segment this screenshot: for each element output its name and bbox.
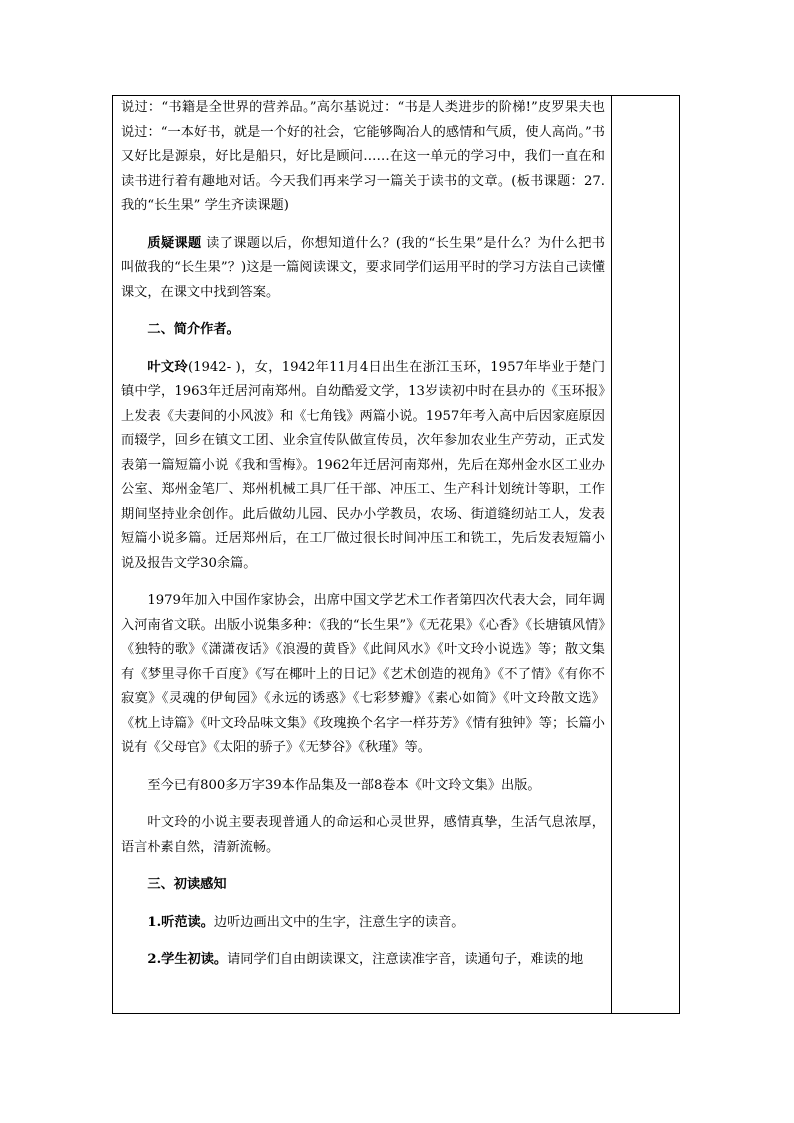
intro-paragraph: 说过：“书籍是全世界的营养品。”高尔基说过：“书是人类进步的阶梯!”皮罗果夫也说过：“一本好书，就是一个好的社会，它能够陶冶人的感情和气质，使人高尚。”书又好比是源泉，好比是船只，好比是顾问……在这一单元的学习中，我们一直在和读书进行着有趣地对话。今天我们再来学习一篇关于读书的文章。(板书课题：27.我的“长生果” 学生齐读课题) [121, 100, 605, 213]
section-heading-reading: 三、初读感知 [147, 877, 227, 892]
lesson-content [121, 96, 605, 973]
author-name: 叶文玲 [147, 359, 188, 375]
listen-paragraph [121, 911, 605, 936]
author-bio-paragraph [121, 356, 605, 577]
listen-label: 1.听范读。 [147, 914, 214, 930]
student-reading-text: 请同学们自由朗读课文，注意读准字音，读通句子，难读的地 [227, 952, 584, 967]
question-label: 质疑课题 [147, 235, 202, 251]
section-heading-author: 二、简介作者。 [147, 322, 240, 337]
lesson-plan-table [112, 95, 680, 1014]
works-paragraph: 1979年加入中国作家协会，出席中国文学艺术工作者第四次代表大会，同年调入河南省文联。出版小说集多种：《我的“长生果”》《无花果》《心香》《长塘镇风情》《独特的歌》《潇潇夜话》《浪漫的黄昏》《此间风水》《叶文玲小说选》等；散文集有《梦里寻你千百度》《写在椰叶上的日记》《艺术创造的视角》《不了情》《有你不寂寞》《灵魂的伊甸园》《永远的诱惑》《七彩梦瓣》《素心如简》《叶文玲散文选》《枕上诗篇》《叶文玲品味文集》《玫瑰换个名字一样芬芳》《情有独钟》等；长篇小说有《父母官》《太阳的骄子》《无梦谷》《秋瑾》等。 [121, 593, 605, 755]
question-paragraph [121, 232, 605, 306]
question-text: 读了课题以后，你想知道什么？(我的“长生果”是什么？为什么把书叫做我的“长生果”？)这是一篇阅读课文，要求同学们运用平时的学习方法自己读懂课文，在课文中找到答案。 [121, 235, 605, 300]
listen-text: 边听边画出文中的生字，注意生字的读音。 [213, 914, 465, 930]
author-bio-text: (1942- )，女，1942年11月4日出生在浙江玉环，1957年毕业于楚门镇中学，1963年迁居河南郑州。自幼酷爱文学，13岁读初中时在县办的《玉环报》上发表《夫妻间的小风波》和《七角钱》两篇小说。1957年考入高中后因家庭原因而辍学，回乡在镇文工团、业余宣传队做宣传员，次年参加农业生产劳动，正式发表第一篇短篇小说《我和雪梅》。1962年迁居河南郑州，先后在郑州金水区工业办公室、郑州金笔厂、郑州机械工具厂任干部、冲压工、生产科计划统计等职，工作期间坚持业余创作。此后做幼儿园、民办小学教员，农场、街道缝纫站工人，发表短篇小说多篇。迁居郑州后，在工厂做过很长时间冲压工和铣工，先后发表短篇小说及报告文学30余篇。 [121, 359, 606, 571]
style-paragraph: 叶文玲的小说主要表现普通人的命运和心灵世界，感情真挚，生活气息浓厚，语言朴素自然，清新流畅。 [121, 815, 605, 855]
column-divider [611, 96, 612, 1013]
student-reading-label: 2.学生初读。 [147, 952, 228, 967]
publications-paragraph: 至今已有800多万字39本作品集及一部8卷本《叶文玲文集》出版。 [147, 777, 541, 793]
student-reading-paragraph [121, 948, 605, 973]
